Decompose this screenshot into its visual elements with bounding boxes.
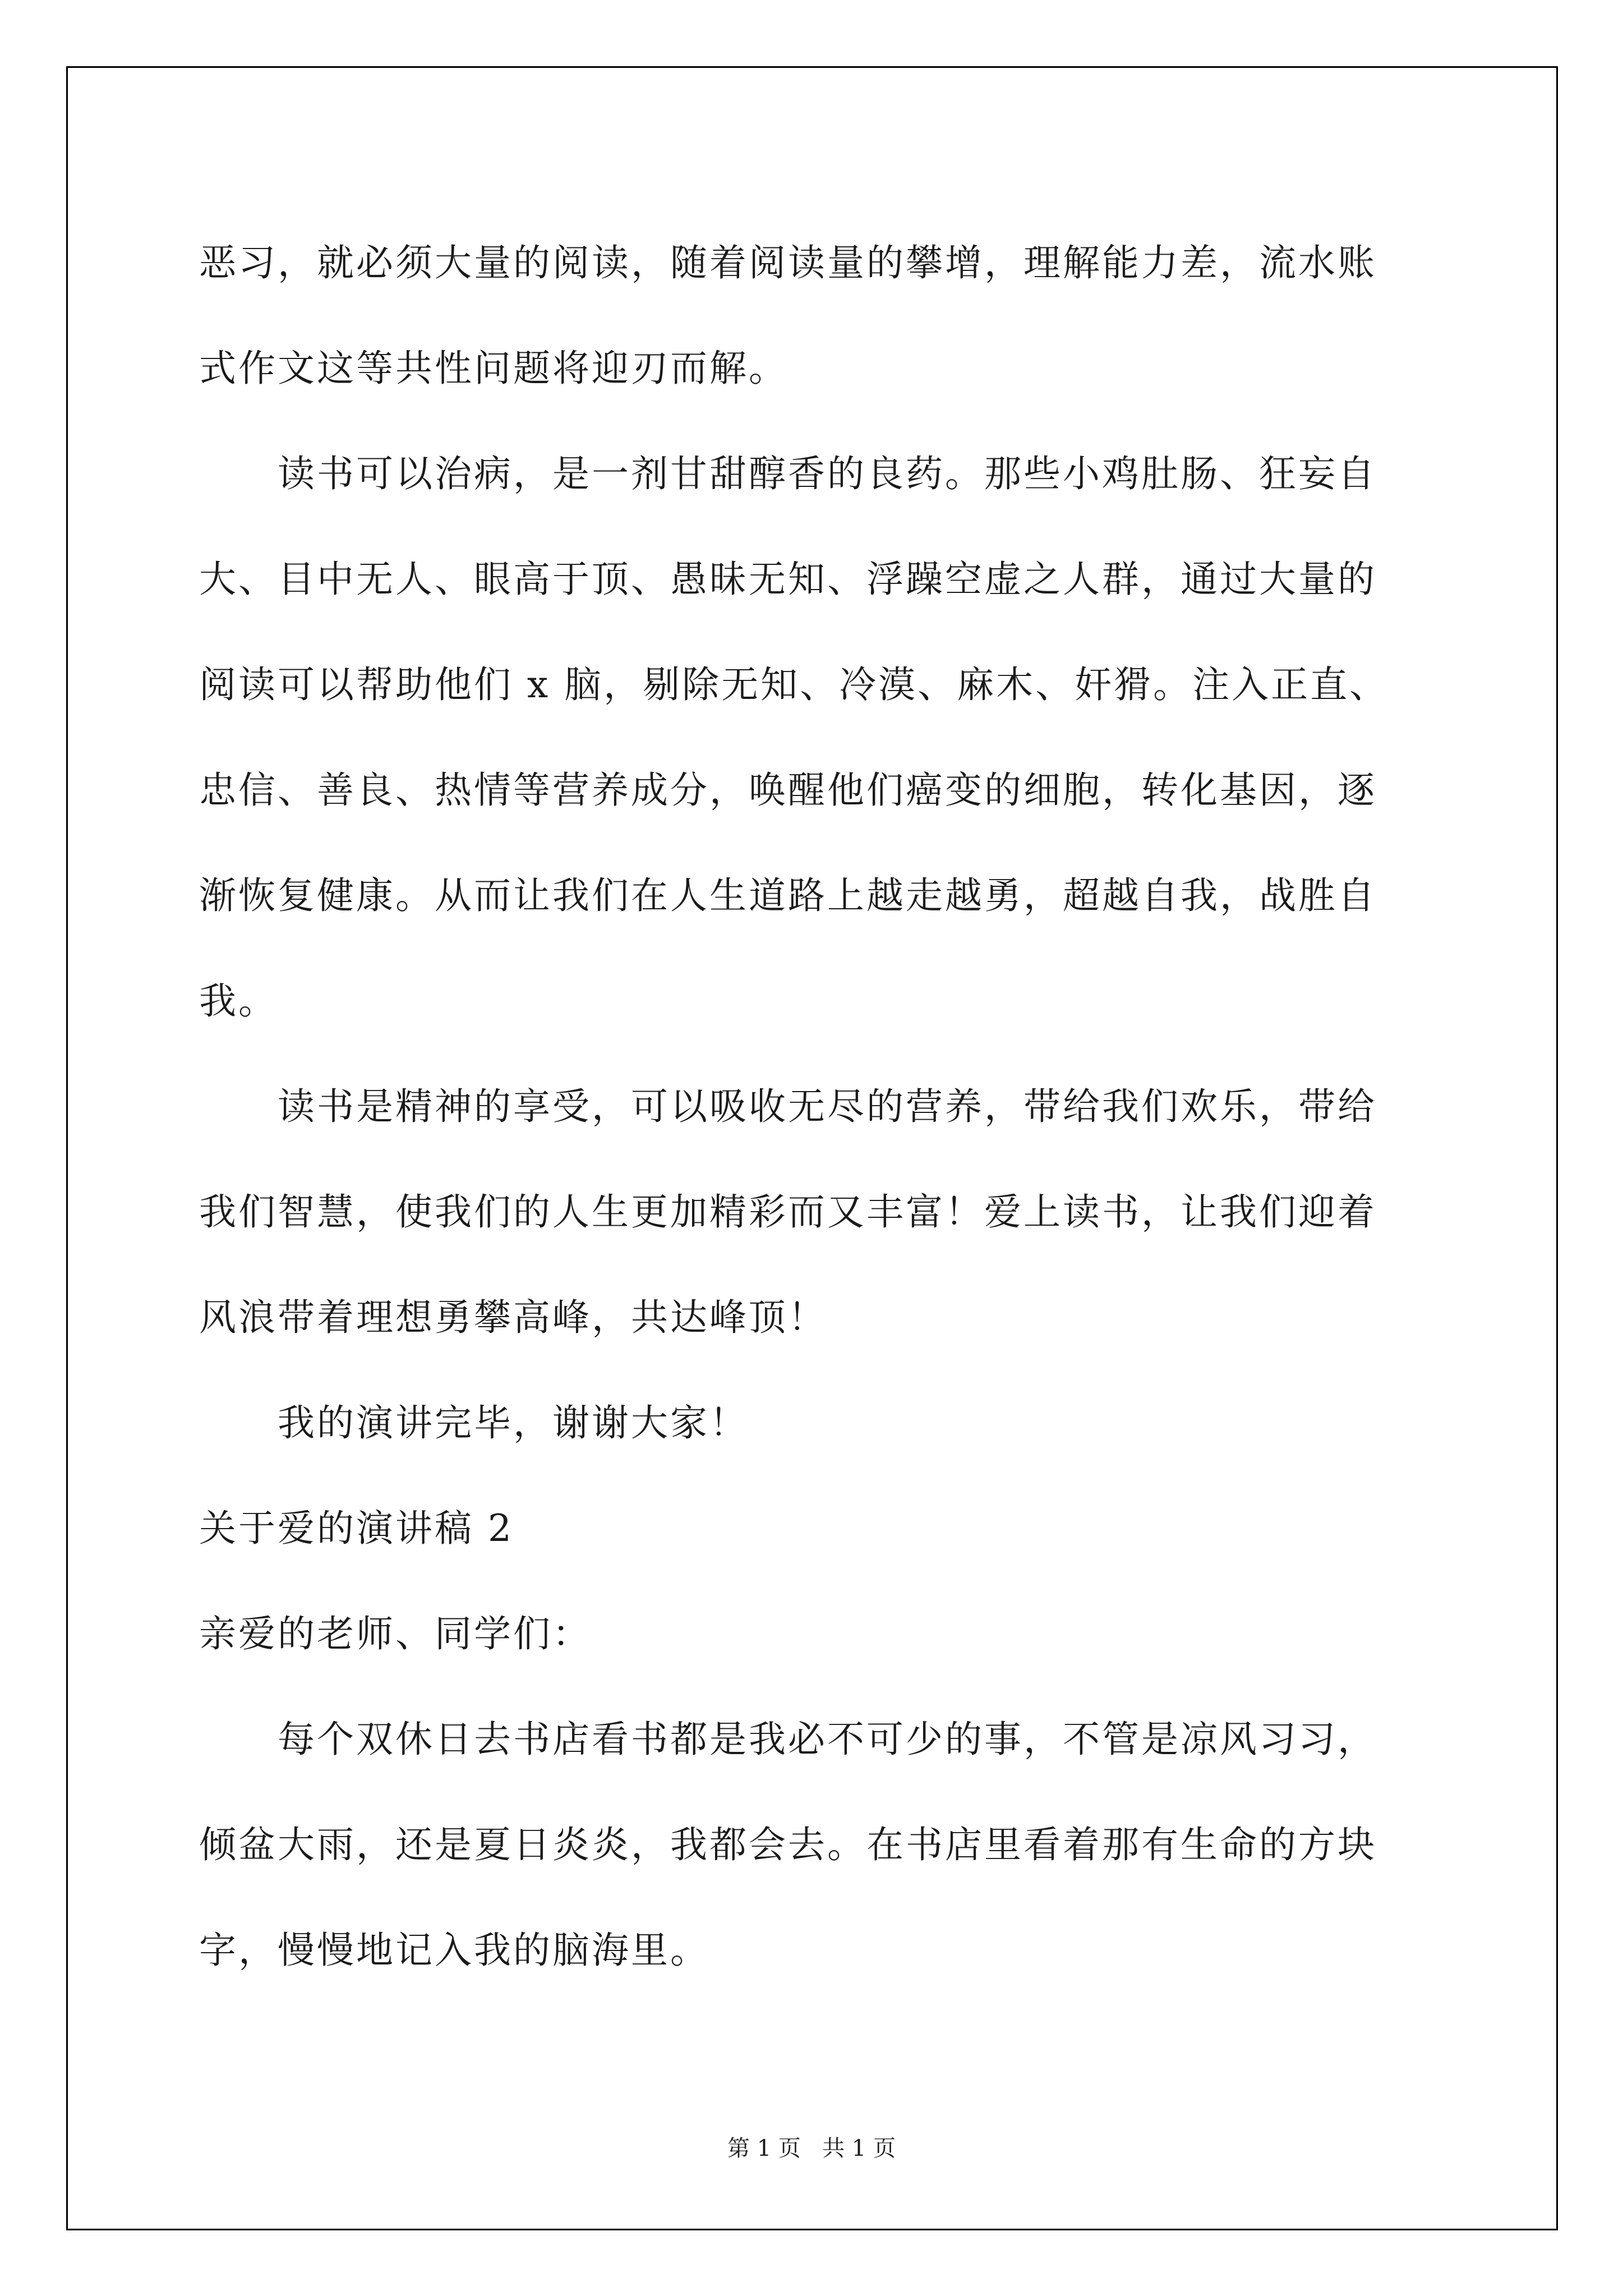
text-line-5: 阅读可以帮助他们 x 脑，剔除无知、冷漠、麻木、奸猾。注入正直、 [199,663,1389,706]
text-line-6: 忠信、善良、热情等营养成分，唤醒他们癌变的细胞，转化基因，逐 [199,769,1377,812]
text-line-17: 字，慢慢地记入我的脑海里。 [199,1929,709,1972]
salutation: 亲爱的老师、同学们： [199,1612,592,1655]
text-line-11: 风浪带着理想勇攀高峰，共达峰顶！ [199,1296,827,1339]
section-heading: 关于爱的演讲稿 2 [199,1507,514,1550]
text-line-10: 我们智慧，使我们的人生更加精彩而又丰富！爱上读书，让我们迎着 [199,1190,1377,1234]
text-line-12: 我的演讲完毕，谢谢大家！ [278,1401,749,1444]
text-line-3: 读书可以治病，是一剂甘甜醇香的良药。那些小鸡肚肠、狂妄自 [278,452,1377,495]
text-line-4: 大、目中无人、眼高于顶、愚昧无知、浮躁空虚之人群，通过大量的 [199,558,1377,601]
text-line-8: 我。 [199,979,278,1023]
text-line-7: 渐恢复健康。从而让我们在人生道路上越走越勇，超越自我，战胜自 [199,874,1377,917]
document-body [199,210,1430,2003]
page-footer: 第 1 页 共 1 页 [727,2136,896,2161]
text-line-9: 读书是精神的享受，可以吸收无尽的营养，带给我们欢乐，带给 [278,1085,1377,1128]
text-line-15: 每个双休日去书店看书都是我必不可少的事，不管是凉风习习， [278,1718,1377,1761]
text-line-16: 倾盆大雨，还是夏日炎炎，我都会去。在书店里看着那有生命的方块 [199,1823,1377,1866]
text-line-1: 恶习，就必须大量的阅读，随着阅读量的攀增，理解能力差，流水账 [199,241,1377,284]
text-line-2: 式作文这等共性问题将迎刃而解。 [199,347,788,390]
